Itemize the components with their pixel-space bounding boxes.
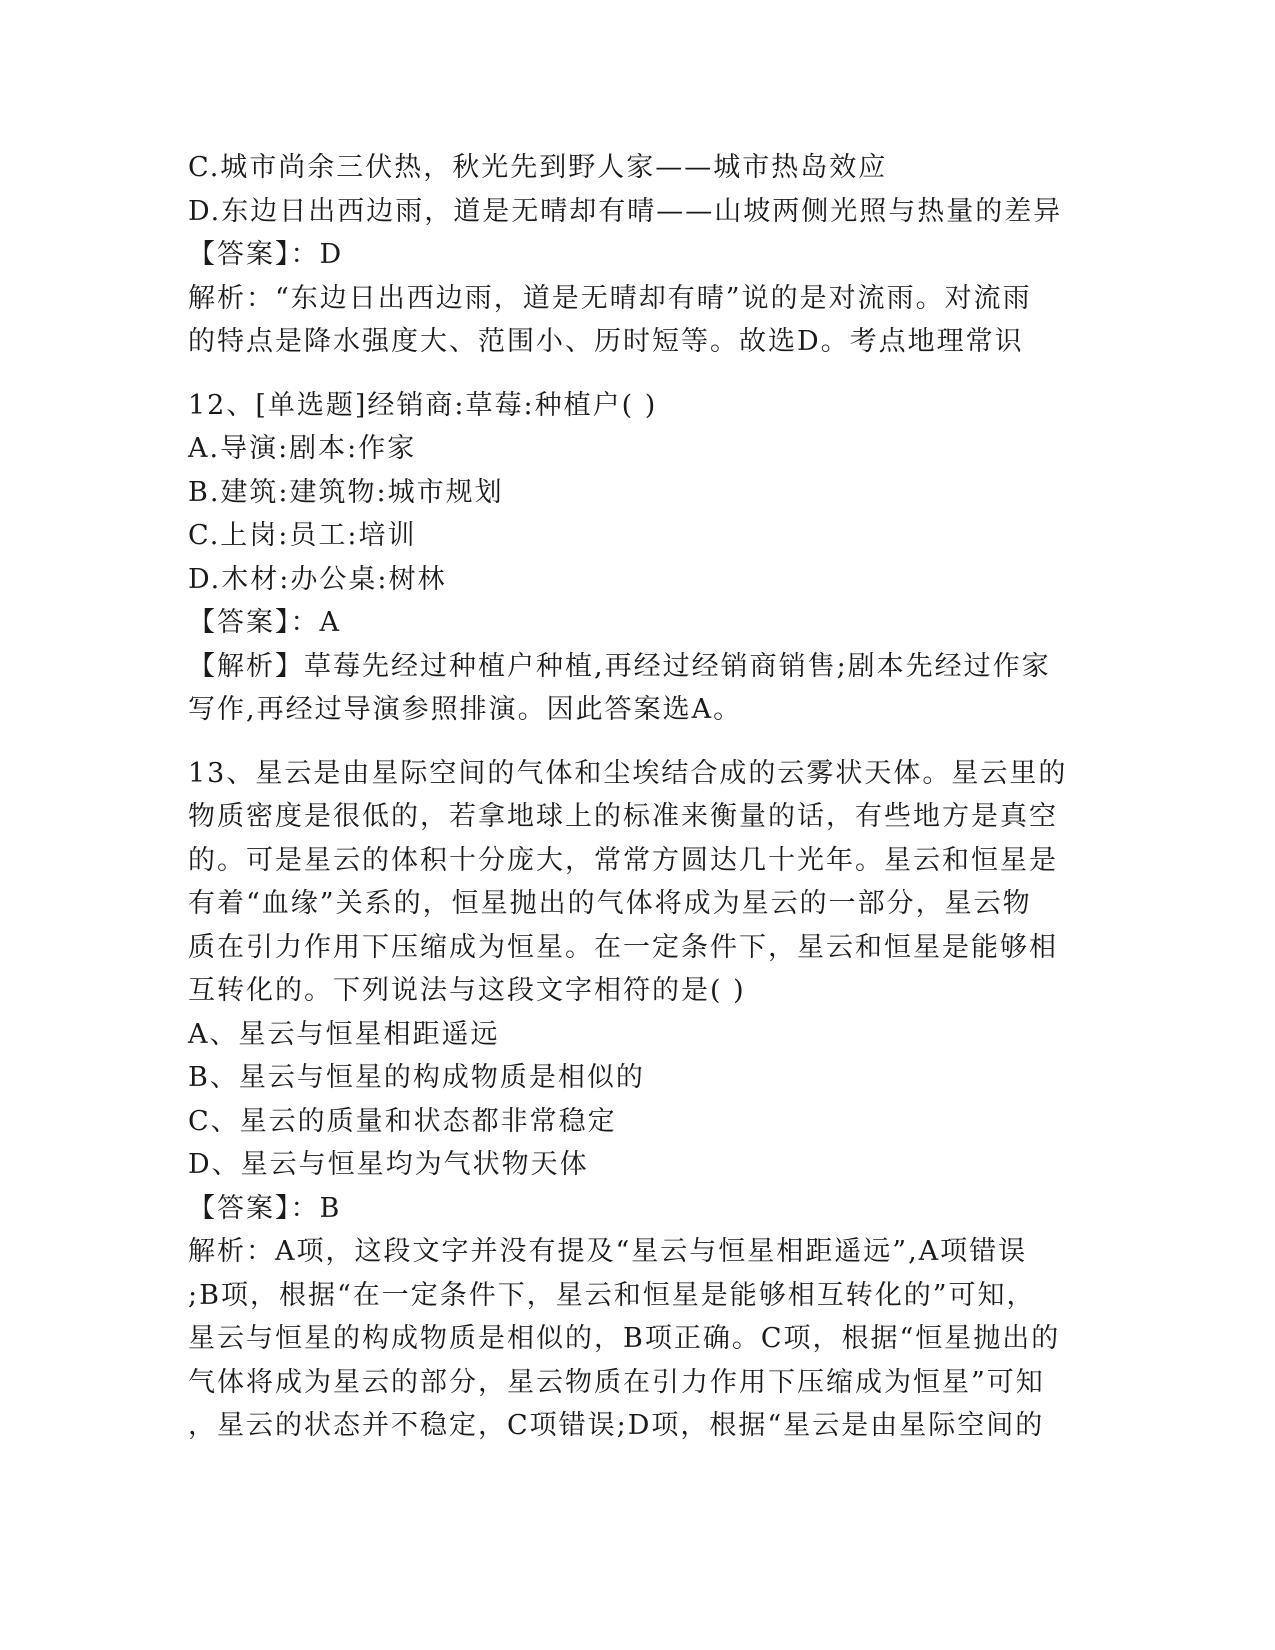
answer: 【答案】：A [188, 607, 341, 638]
explanation-line: ，星云的状态并不稳定，C项错误;D项，根据“星云是由星际空间的 [188, 1410, 1045, 1441]
answer: 【答案】：D [188, 239, 344, 270]
explanation-line: 的特点是降水强度大、范围小、历时短等。故选D。考点地理常识 [188, 326, 1024, 357]
explanation-line: ;B项，根据“在一定条件下，星云和恒星是能够相互转化的”可知， [188, 1279, 1036, 1311]
question-stem: 的。可是星云的体积十分庞大，常常方圆达几十光年。星云和恒星是 [188, 844, 1058, 876]
option-b: B、星云与恒星的构成物质是相似的 [188, 1062, 645, 1093]
option-c: C.城市尚余三伏热，秋光先到野人家——城市热岛效应 [188, 152, 888, 183]
question-13 [188, 752, 1088, 1448]
explanation-line: 气体将成为星云的部分，星云物质在引力作用下压缩成为恒星”可知 [188, 1366, 1045, 1398]
question-12 [188, 384, 1088, 732]
explanation-line: 星云与恒星的构成物质是相似的，B项正确。C项，根据“恒星抛出的 [188, 1323, 1061, 1354]
question-stem: 有着“血缘”关系的，恒星抛出的气体将成为星云的一部分，星云物 [188, 888, 1032, 919]
explanation-line: 解析：A项，这段文字并没有提及“星云与恒星相距遥远”,A项错误 [188, 1236, 1028, 1267]
explanation-line: 【解析】草莓先经过种植户种植,再经过经销商销售;剧本先经过作家 [188, 650, 1051, 682]
question-stem: 12、[单选题]经销商:草莓:种植户( ) [188, 389, 658, 421]
option-d: D、星云与恒星均为气状物天体 [188, 1149, 589, 1180]
explanation-line: 解析：“东边日出西边雨，道是无晴却有晴”说的是对流雨。对流雨 [188, 282, 1032, 314]
question-stem: 13、星云是由星际空间的气体和尘埃结合成的云雾状天体。星云里的 [188, 757, 1068, 789]
option-a: A、星云与恒星相距遥远 [188, 1018, 500, 1050]
option-d: D.东边日出西边雨，道是无晴却有晴——山坡两侧光照与热量的差异 [188, 195, 1063, 227]
question-stem: 物质密度是很低的，若拿地球上的标准来衡量的话，有些地方是真空 [188, 801, 1058, 832]
option-b: B.建筑:建筑物:城市规划 [188, 476, 504, 508]
option-a: A.导演:剧本:作家 [188, 433, 417, 464]
answer: 【答案】：B [188, 1192, 342, 1224]
question-stem: 互转化的。下列说法与这段文字相符的是( ) [188, 975, 746, 1006]
question-stem: 质在引力作用下压缩成为恒星。在一定条件下，星云和恒星是能够相 [188, 931, 1058, 963]
option-c: C.上岗:员工:培训 [188, 520, 417, 551]
explanation-line: 写作,再经过导演参照排演。因此答案选A。 [188, 694, 743, 725]
option-c: C、星云的质量和状态都非常稳定 [188, 1105, 617, 1137]
question-11-continued [188, 146, 1088, 364]
option-d: D.木材:办公桌:树林 [188, 563, 447, 595]
document-content [188, 146, 1088, 1448]
